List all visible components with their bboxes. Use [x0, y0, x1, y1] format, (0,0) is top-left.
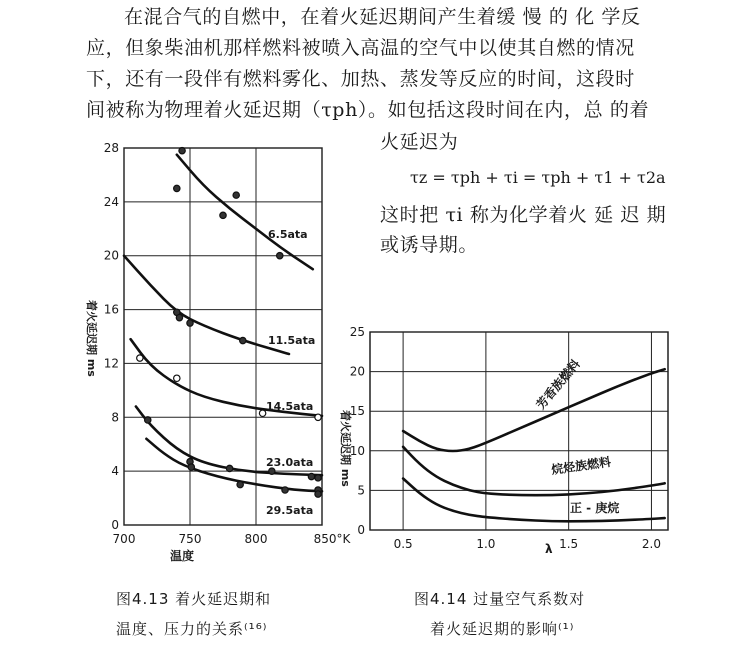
x-tick-label: 2.0 — [641, 537, 661, 551]
y-tick-label: 28 — [103, 141, 119, 155]
series-label: 29.5ata — [266, 504, 314, 517]
data-point — [174, 185, 180, 191]
x-tick-label: 0.5 — [393, 537, 413, 551]
x-axis-label: λ — [545, 542, 553, 556]
series-label: 正 - 庚烷 — [570, 501, 620, 515]
x-tick-label: 1.0 — [476, 537, 496, 551]
data-point — [188, 464, 194, 470]
body-line-4: 间被称为物理着火延迟期（τph）。如包括这段时间在内，总 的着 — [86, 99, 650, 121]
y-axis-label: 着火延迟期 ms — [339, 410, 352, 487]
data-point — [315, 491, 321, 497]
x-tick-label: 800 — [244, 532, 268, 546]
data-point — [226, 465, 232, 471]
series-label: 11.5ata — [268, 334, 316, 347]
series-curve — [403, 369, 665, 451]
y-tick-label: 4 — [111, 464, 119, 479]
data-point — [176, 314, 182, 320]
data-point — [240, 337, 246, 343]
series-curve — [403, 479, 665, 522]
plot-frame — [370, 332, 668, 530]
y-tick-label: 8 — [111, 410, 119, 425]
x-axis-label: 温度 — [170, 549, 195, 563]
series-curve — [403, 447, 665, 495]
caption-fig413-line1: 图4.13 着火延迟期和 — [116, 590, 272, 608]
y-axis-label: 着火延迟期 ms — [85, 300, 98, 377]
data-point — [145, 417, 151, 423]
data-point — [237, 481, 243, 487]
y-tick-label: 20 — [103, 248, 119, 263]
series-curve — [177, 155, 313, 270]
y-tick-label: 12 — [103, 356, 119, 371]
caption-fig413-line2: 温度、压力的关系⁽¹⁶⁾ — [116, 620, 268, 638]
x-tick-label: 750 — [178, 532, 202, 546]
data-point — [220, 212, 226, 218]
data-point — [308, 473, 314, 479]
data-point — [282, 487, 288, 493]
y-tick-label: 24 — [103, 194, 119, 209]
y-tick-label: 5 — [357, 483, 365, 498]
series-label: 14.5ata — [266, 400, 314, 413]
data-point — [137, 355, 143, 361]
caption-fig414-line1: 图4.14 过量空气系数对 — [414, 590, 586, 608]
y-tick-label: 15 — [349, 404, 365, 419]
data-point — [179, 147, 185, 153]
data-point — [174, 375, 180, 381]
body-line-5: 火延迟为 — [380, 131, 459, 153]
data-point — [277, 253, 283, 259]
chart-fig-4-14 — [339, 325, 668, 556]
x-tick-label: 1.5 — [559, 537, 579, 551]
body-line-7: 或诱导期。 — [380, 234, 479, 256]
x-tick-label: 700 — [112, 532, 136, 546]
x-tick-label: 850°K — [313, 532, 351, 546]
series-label: 烷烃族燃料 — [550, 454, 612, 477]
body-line-3: 下，还有一段伴有燃料雾化、加热、蒸发等反应的时间，这段时 — [86, 68, 635, 90]
series-label: 6.5ata — [268, 228, 308, 241]
y-tick-label: 25 — [349, 325, 365, 339]
y-tick-label: 16 — [103, 302, 119, 317]
chart-fig-4-13 — [85, 141, 352, 563]
y-tick-label: 10 — [349, 443, 365, 458]
data-point — [315, 475, 321, 481]
body-line-2: 应，但象柴油机那样燃料被喷入高温的空气中以使其自燃的情况 — [86, 37, 635, 59]
data-point — [187, 320, 193, 326]
body-line-6: 这时把 τi 称为化学着火 延 迟 期 — [380, 204, 667, 226]
caption-fig414-line2: 着火延迟期的影响⁽¹⁾ — [430, 620, 575, 638]
body-line-1: 在混合气的自燃中，在着火延迟期间产生着缓 慢 的 化 学反 — [124, 6, 641, 28]
y-tick-label: 0 — [357, 523, 365, 537]
series-curve — [124, 256, 289, 354]
data-point — [233, 192, 239, 198]
data-point — [259, 410, 265, 416]
data-point — [315, 414, 321, 420]
y-tick-label: 0 — [111, 518, 119, 532]
series-label: 23.0ata — [266, 456, 314, 469]
equation: τz = τph + τi = τph + τ1 + τ2a — [410, 168, 666, 187]
series-label: 芳香族燃料 — [533, 356, 583, 412]
y-tick-label: 20 — [349, 364, 365, 379]
